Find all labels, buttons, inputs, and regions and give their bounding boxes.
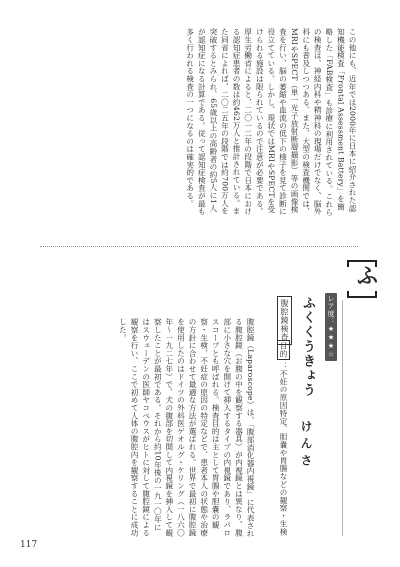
entry-purpose: [277, 340, 290, 536]
top-body-text: この他にも、近年では2000年に日本に紹介された認知機能検査「Frontal Assessment Battery」を簡略した「FAB検査」も診療に利用されている。これらの検査は、神経内科や精神科の現場だけでなく、脳外科にも普及しつつある。また、大型の検査機関では、MRIやSPECT（単一光子放射断層撮影）等の画像検査を行い、脳の萎縮や血流の低下の様子を見て診断に役立てている。しかし、現状ではMRIやSPECTを受けられる施設は限られているので注意が必要である。厚生労働省によると、二〇一二年の段階で日本における認知症患者の数は約462万人と推計されている。また同省によれば、二〇二五年の段階では約700万人を突破するとみられ、65歳以上の高齢者の約5人に1人が認知症になる計算である。従って認知症検査が最も多く行われる検査の一つになるのは確実的である。: [185, 28, 357, 216]
section-separator: [40, 246, 358, 248]
header-vertical-rule: [342, 300, 343, 536]
purpose-label: 目的: [279, 342, 288, 358]
section-kana: ふ: [353, 264, 378, 286]
section-kana-header: [350, 264, 378, 294]
entry-category: 腹腔鏡検査: [277, 296, 292, 345]
purpose-text: ：不妊の原因特定、胆嚢や胃腸などの観察・生検: [279, 361, 288, 536]
bracket-top-icon: [347, 260, 377, 267]
page-number: 117: [20, 540, 38, 550]
bottom-body-text: 腹腔鏡（Laparoscope）は、「腹部消化器内視鏡」に代表される腹腔鏡（お腹の中を観察する器具）が内視鏡とは異なり、腹部に小さな穴を開けて挿入するタイプの内視鏡であり、ラパロスコープとも呼ばれる。検査目的は主として胃腸や胆嚢の観察・生検、不妊症の原因の特定などで、患者本人の状態や治療の方針に合わせて最適な方法が選ばれる。世界で最初に腹腔鏡を使用したのはドイツの外科医ゲオルグ・ケリング（一八六〇年〜一九二七年）で、犬の腹部を切開して内視鏡を挿入して観察したことが最初である。それから約10年後の一九一〇年にはスウェーデンの医師ヤコベウスがヒトに対して腹腔鏡による観察を行い、ここで初めて人体の腹腔内を観察することに成功した。: [118, 318, 255, 538]
entry-title-suffix: けんさ: [299, 420, 313, 471]
bracket-bottom-icon: [347, 291, 377, 298]
rarity-badge: レア度：★★★☆: [327, 295, 335, 359]
entry-title: ふくくうきょう: [300, 296, 315, 398]
